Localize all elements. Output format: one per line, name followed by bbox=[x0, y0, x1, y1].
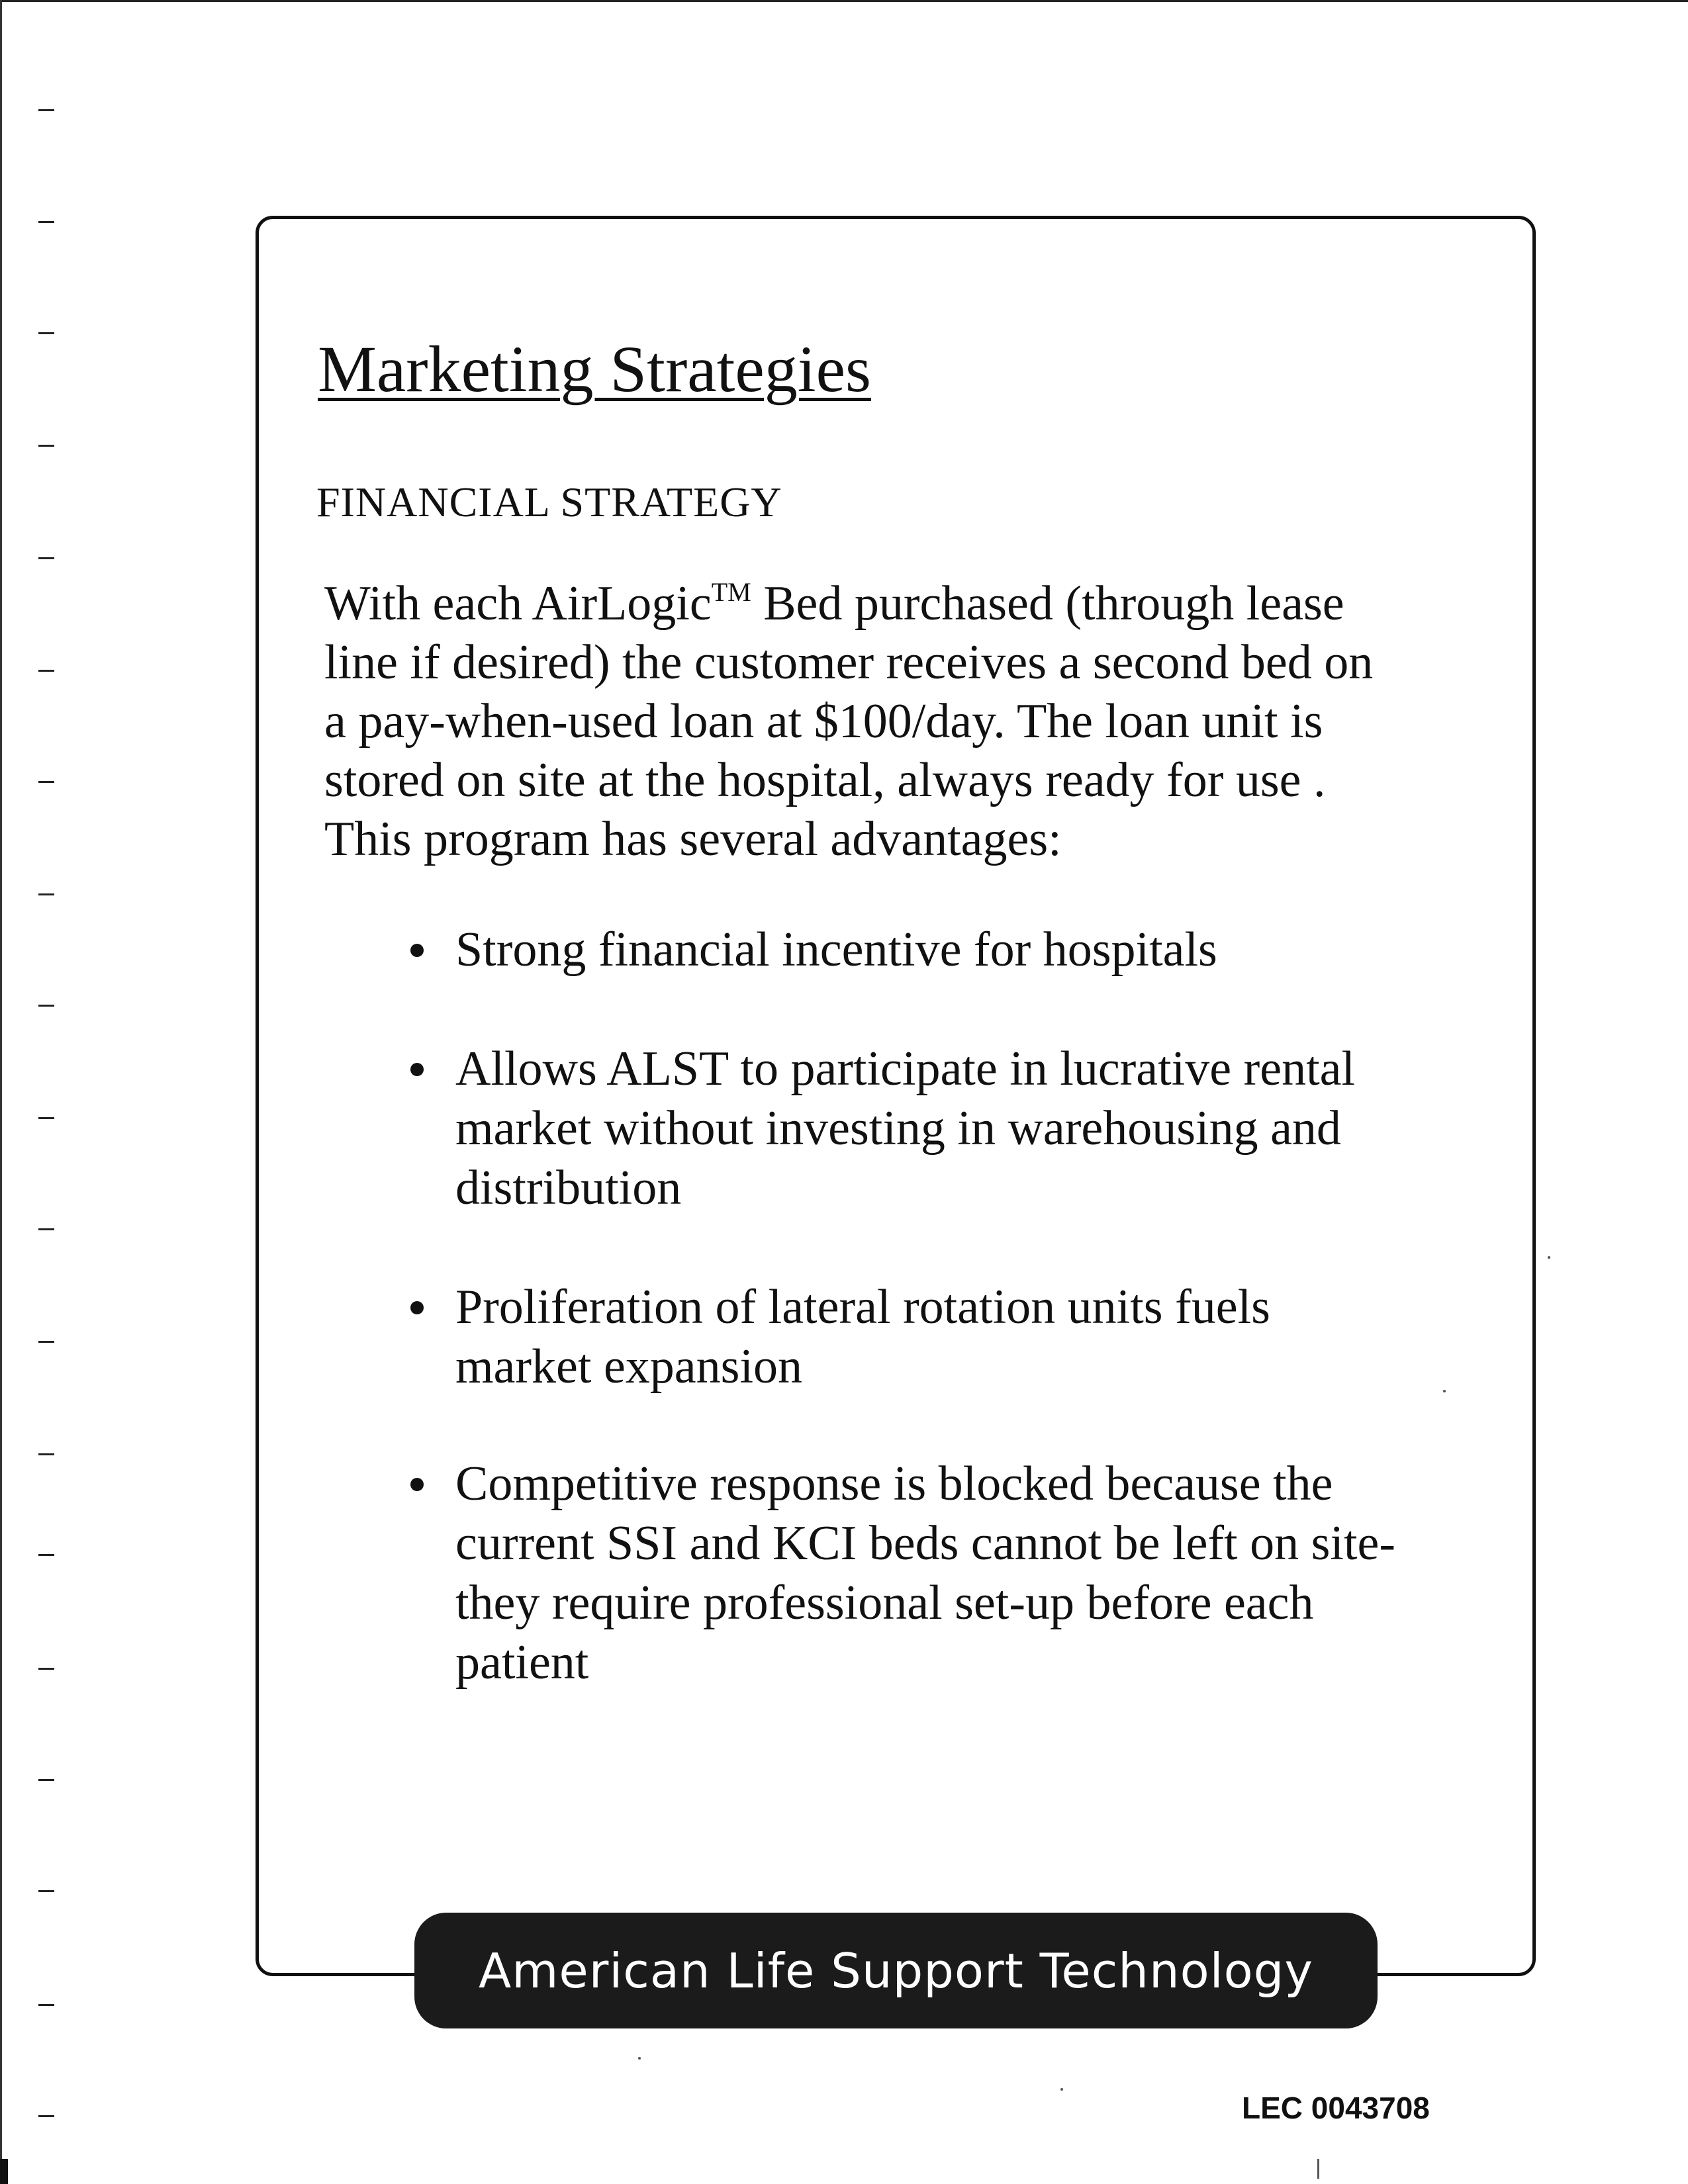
bullet-line: market expansion bbox=[455, 1340, 802, 1394]
margin-tick bbox=[38, 557, 54, 559]
margin-tick bbox=[38, 1668, 54, 1670]
document-id: LEC 0043708 bbox=[1242, 2091, 1430, 2125]
scan-speck bbox=[1548, 1256, 1550, 1259]
bullet-line: Competitive response is blocked because the bbox=[455, 1457, 1333, 1511]
section-heading: FINANCIAL STRATEGY bbox=[316, 478, 782, 525]
margin-tick bbox=[38, 445, 54, 447]
intro-line-end: Bed purchased (through lease bbox=[751, 576, 1344, 631]
bullet-line: Proliferation of lateral rotation units fuels bbox=[455, 1280, 1270, 1334]
scan-speck bbox=[1317, 2159, 1319, 2179]
margin-tick bbox=[38, 2004, 54, 2006]
bullet-text bbox=[455, 1454, 1541, 1692]
slide-title: Marketing Strategies bbox=[318, 332, 871, 406]
bullet-line: distribution bbox=[455, 1161, 682, 1215]
bullet-line: market without investing in warehousing and bbox=[455, 1101, 1341, 1156]
margin-tick bbox=[38, 109, 54, 111]
bullet-text bbox=[455, 1277, 1541, 1396]
page-corner-mark bbox=[0, 2159, 8, 2184]
margin-tick bbox=[38, 332, 54, 334]
margin-tick bbox=[38, 1005, 54, 1007]
bullet-line: Strong financial incentive for hospitals bbox=[455, 923, 1217, 977]
scan-speck bbox=[1060, 2088, 1063, 2091]
intro-line: This program has several advantages: bbox=[324, 812, 1062, 866]
bullet-icon bbox=[410, 1063, 424, 1076]
intro-paragraph bbox=[324, 563, 1549, 869]
intro-line-start: With each AirLogic bbox=[324, 576, 712, 631]
trademark-mark: TM bbox=[711, 577, 751, 607]
margin-tick bbox=[38, 221, 54, 223]
page-left-edge bbox=[0, 0, 2, 2184]
margin-tick bbox=[38, 1228, 54, 1230]
bullet-line: Allows ALST to participate in lucrative rental bbox=[455, 1042, 1356, 1096]
margin-tick bbox=[38, 670, 54, 672]
margin-tick bbox=[38, 1117, 54, 1119]
company-brand-banner: American Life Support Technology bbox=[414, 1913, 1378, 2028]
margin-tick bbox=[38, 893, 54, 895]
bullet-icon bbox=[410, 1301, 424, 1314]
scan-speck bbox=[638, 2057, 641, 2060]
bullet-text bbox=[455, 920, 1541, 979]
margin-tick bbox=[38, 781, 54, 783]
margin-tick bbox=[38, 1554, 54, 1556]
intro-line bbox=[324, 563, 1549, 633]
scan-speck bbox=[1443, 1390, 1446, 1392]
margin-tick bbox=[38, 1341, 54, 1343]
bullet-line: patient bbox=[455, 1635, 589, 1690]
intro-line: line if desired) the customer receives a second bed on bbox=[324, 635, 1374, 690]
bullet-line: they require professional set-up before each bbox=[455, 1576, 1314, 1630]
margin-tick bbox=[38, 1779, 54, 1781]
margin-tick bbox=[38, 1453, 54, 1455]
margin-tick bbox=[38, 1890, 54, 1892]
bullet-icon bbox=[410, 1478, 424, 1491]
bullet-icon bbox=[410, 944, 424, 957]
bullet-text bbox=[455, 1039, 1541, 1218]
margin-tick bbox=[38, 2115, 54, 2117]
page-top-edge bbox=[0, 0, 1688, 2]
bullet-line: current SSI and KCI beds cannot be left on site- bbox=[455, 1516, 1396, 1570]
intro-line: a pay-when-used loan at $100/day. The loan unit is bbox=[324, 694, 1323, 749]
intro-line: stored on site at the hospital, always ready for use . bbox=[324, 753, 1326, 807]
